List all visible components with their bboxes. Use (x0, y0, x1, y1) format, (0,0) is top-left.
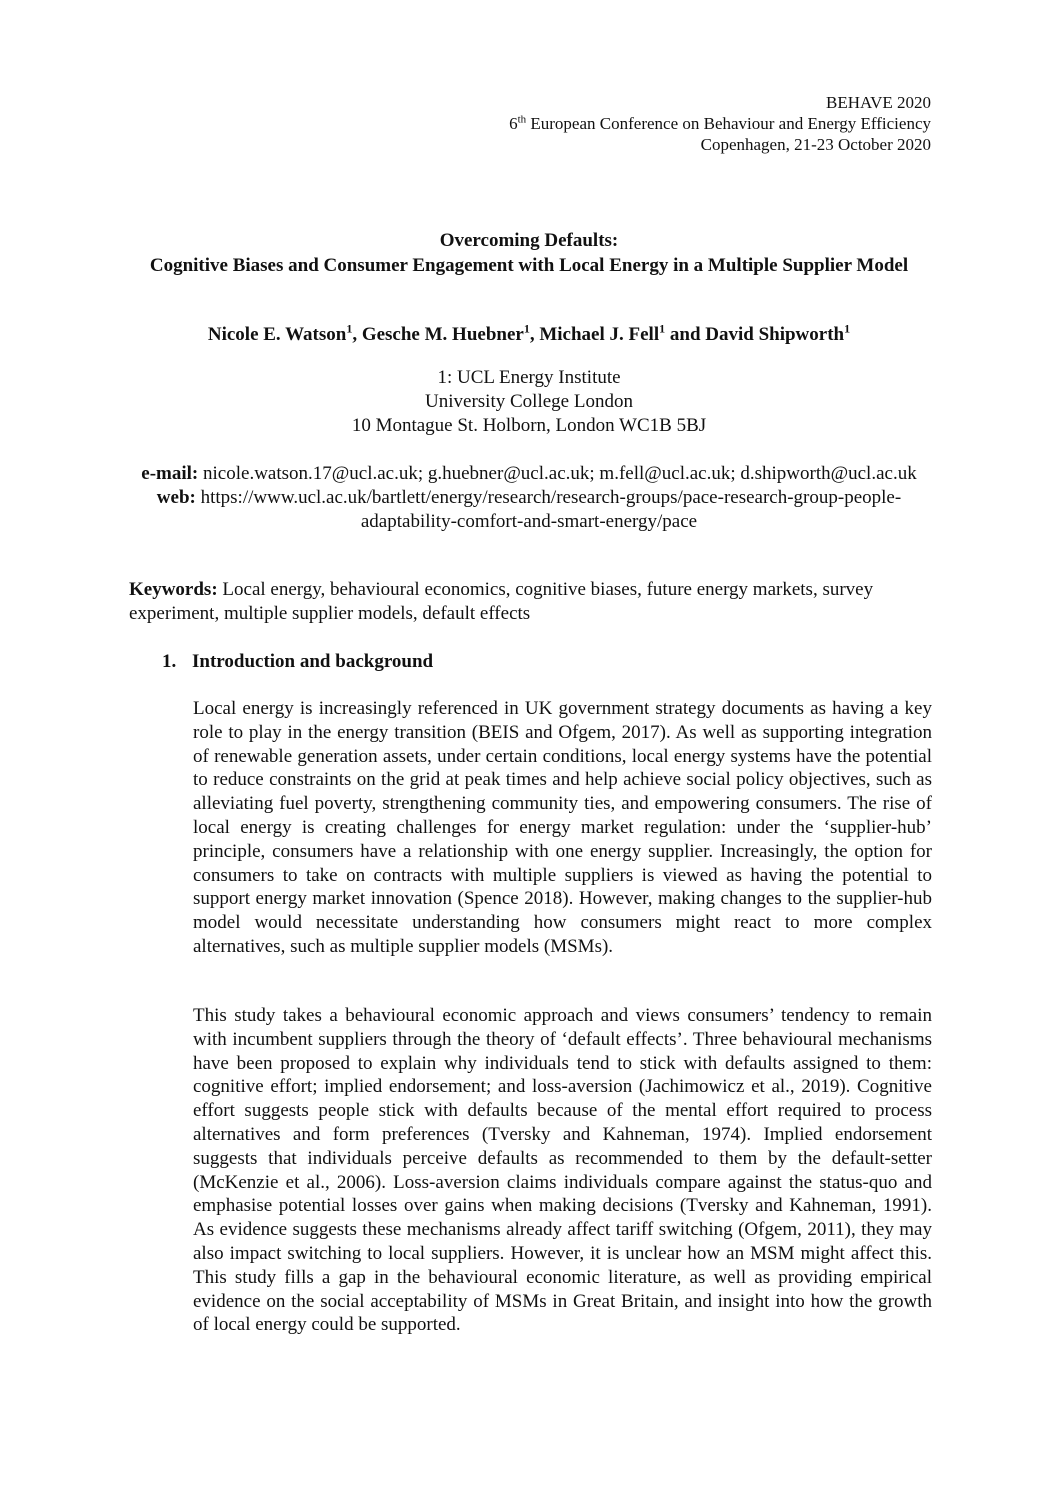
paper-title (129, 228, 929, 278)
email-label: e-mail: (141, 463, 199, 484)
conference-name: BEHAVE 2020 (826, 93, 931, 112)
web-line (129, 486, 929, 534)
conference-edition-number: 6 (509, 114, 518, 133)
body-paragraph: This study takes a behavioural economic approach and views consumers’ tendency to remain with incumbent suppliers through the theory of ‘default effects’. Three behavioural mechanisms have been proposed to explain why individuals tend to stick with defaults assigned to them: cognitive effort; implied endorsement; and loss-aversion (Jachimowicz et al., 2019). Cognitive effort suggests people stick with defaults because of the mental effort required to process alternatives and form preferences (Tversky and Kahneman, 1974). Implied endorsement suggests that individuals perceive defaults as recommended to them by the default-setter (McKenzie et al., 2006). Loss-aversion claims individuals compare against the status-quo and emphasise potential losses over gains when making decisions (Tversky and Kahneman, 1991). As evidence suggests these mechanisms already affect tariff switching (Ofgem, 2011), they may also impact switching to local suppliers. However, it is unclear how an MSM might affect this. This study fills a gap in the behavioural economic literature, as well as providing empirical evidence on the social acceptability of MSMs in Great Britain, and insight into how the growth of local energy could be supported. (193, 1005, 932, 1336)
section-heading (162, 650, 433, 674)
author-list (129, 322, 929, 347)
section-title: Introduction and background (192, 651, 434, 672)
web-url-link[interactable]: https://www.ucl.ac.uk/bartlett/energy/research/research-groups/pace-research-group-people-adaptability-comfort-and-smart-energy/pace (195, 487, 902, 532)
author-name: Gesche M. Huebner (361, 324, 524, 345)
affiliation-university: University College London (425, 391, 633, 412)
author-affil-marker: 1 (346, 321, 353, 336)
conference-full-title (509, 113, 931, 134)
conference-header (509, 92, 931, 155)
paper-title-line1: Overcoming Defaults: (439, 230, 619, 251)
author-name: David Shipworth (705, 324, 845, 345)
contact-block (129, 462, 929, 534)
section-number: 1. (162, 651, 177, 672)
affiliation-address: 10 Montague St. Holborn, London WC1B 5BJ (351, 415, 707, 436)
affiliation-institute: 1: UCL Energy Institute (437, 367, 621, 388)
paper-title-line2: Cognitive Biases and Consumer Engagement with Local Energy in a Multiple Supplier Model (149, 255, 909, 276)
author-separator: , (529, 324, 540, 345)
author-affil-marker: 1 (659, 321, 666, 336)
email-addresses[interactable]: nicole.watson.17@ucl.ac.uk; g.huebner@ucl.ac.uk; m.fell@ucl.ac.uk; d.shipworth@ucl.ac.uk (198, 463, 917, 484)
web-label: web: (156, 487, 196, 508)
conference-edition-suffix: th (517, 113, 527, 126)
keywords-label: Keywords: (129, 579, 218, 600)
author-separator: and (665, 324, 706, 345)
conference-title-text: European Conference on Behaviour and Energy Efficiency (526, 114, 931, 133)
author-affil-marker: 1 (844, 321, 851, 336)
author-name: Nicole E. Watson (207, 324, 347, 345)
keywords-list: Local energy, behavioural economics, cognitive biases, future energy markets, survey experiment, multiple supplier models, default effects (129, 579, 874, 624)
author-separator: , (352, 324, 362, 345)
conference-location-date: Copenhagen, 21-23 October 2020 (700, 135, 931, 154)
keywords-block (129, 578, 931, 626)
affiliation-block (129, 366, 929, 438)
author-name: Michael J. Fell (539, 324, 660, 345)
body-paragraph: Local energy is increasingly referenced in UK government strategy documents as having a key role to play in the energy transition (BEIS and Ofgem, 2017). As well as supporting integration of renewable generation assets, under certain conditions, local energy systems have the potential to reduce constraints on the grid at peak times and help achieve social policy objectives, such as alleviating fuel poverty, strengthening community ties, and empowering consumers. The rise of local energy is creating challenges for energy market regulation: under the ‘supplier-hub’ principle, consumers have a relationship with one energy supplier. Increasingly, the option for consumers to take on contracts with multiple suppliers is viewed as having the potential to support energy market innovation (Spence 2018). However, making changes to the supplier-hub model would necessitate understanding how consumers might react to more complex alternatives, such as multiple supplier models (MSMs). (193, 698, 932, 957)
email-line (129, 462, 929, 486)
author-affil-marker: 1 (523, 321, 530, 336)
